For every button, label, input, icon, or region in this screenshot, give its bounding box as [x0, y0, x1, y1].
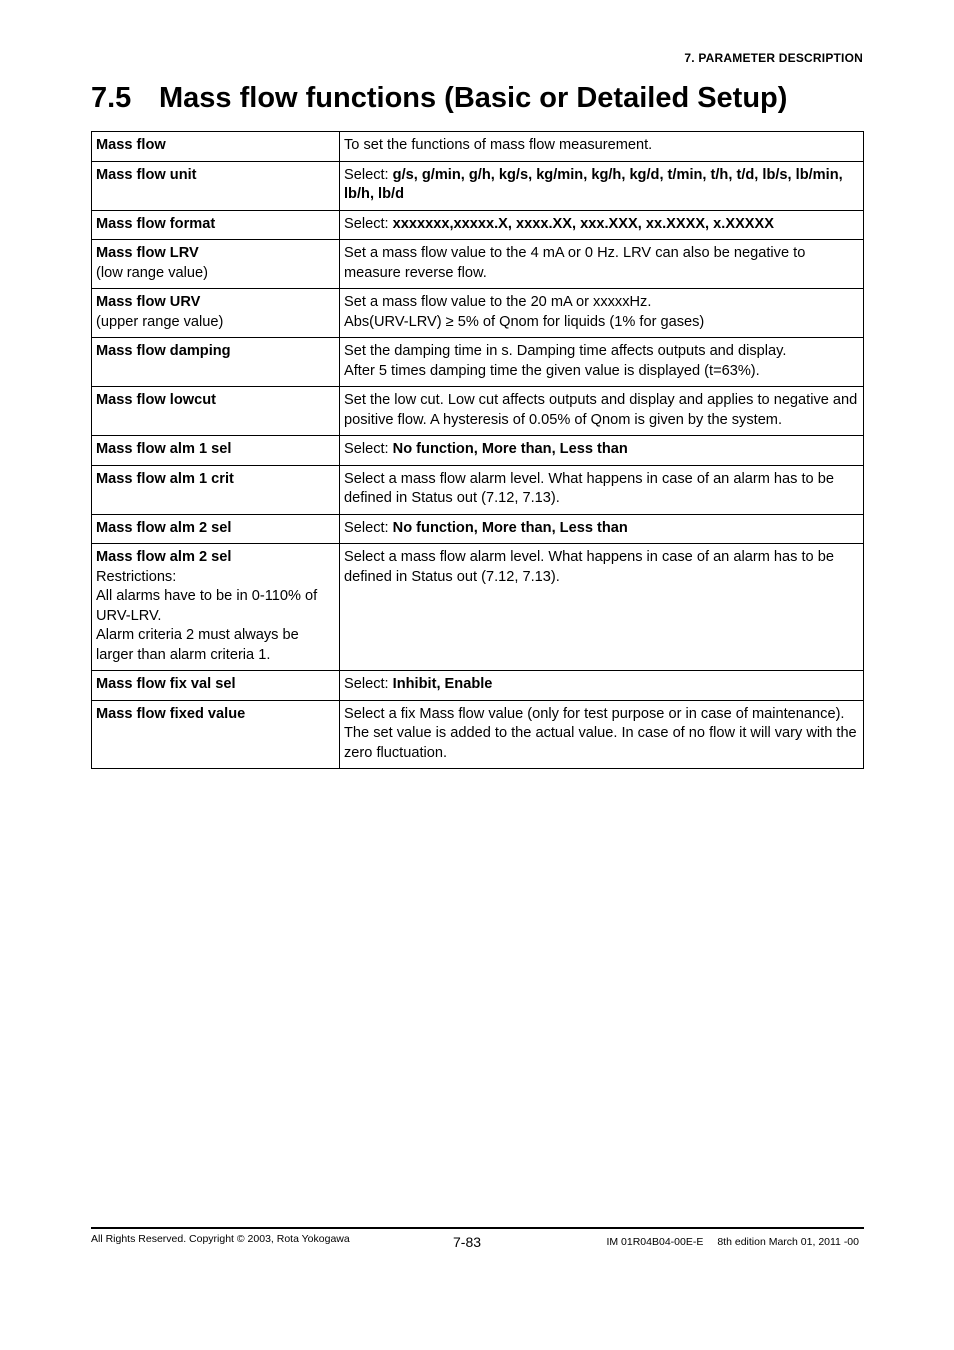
footer-edition: 8th edition March 01, 2011 -00 — [717, 1236, 859, 1248]
select-options: Inhibit, Enable — [392, 676, 493, 692]
parameter-description-cell — [340, 671, 864, 701]
parameter-description-cell — [340, 544, 864, 671]
parameter-description-cell — [340, 465, 864, 514]
page-title — [91, 82, 787, 115]
select-prefix: Select: — [344, 215, 393, 232]
parameter-description-cell — [340, 338, 864, 387]
footer-copyright: All Rights Reserved. Copyright © 2003, Rota Yokogawa — [91, 1233, 350, 1245]
table-row — [92, 700, 864, 769]
parameter-description-cell — [340, 210, 864, 240]
description-line: The set value is added to the actual value. In case of no flow it will vary with the zero fluctuation. — [344, 725, 857, 761]
parameter-name: Mass flow alm 2 sel — [96, 519, 232, 536]
parameter-description-cell — [340, 240, 864, 289]
description-line: Set a mass flow value to the 20 mA or xxxxxHz. — [344, 294, 652, 310]
description-line: Select a mass flow alarm level. What happens in case of an alarm has to be defined in Status out (7.12, 7.13). — [344, 549, 834, 585]
section-number: 7.5 — [91, 82, 132, 114]
parameter-name: Mass flow fix val sel — [96, 676, 236, 692]
parameter-name: Mass flow alm 1 sel — [96, 441, 232, 457]
select-options: No function, More than, Less than — [392, 519, 628, 536]
description-line — [344, 215, 859, 235]
parameter-description-cell — [340, 436, 864, 466]
parameter-name: Mass flow fixed value — [96, 705, 246, 722]
parameter-name-cell — [92, 436, 340, 466]
table-row — [92, 465, 864, 514]
description-line: Select a fix Mass flow value (only for test purpose or in case of maintenance). — [344, 705, 845, 722]
parameter-note: Alarm criteria 2 must always be larger than alarm criteria 1. — [96, 627, 299, 663]
select-prefix: Select: — [344, 676, 393, 692]
parameter-name-cell — [92, 465, 340, 514]
table-row — [92, 671, 864, 701]
parameter-description-cell — [340, 161, 864, 210]
parameter-description-cell — [340, 700, 864, 769]
select-options: No function, More than, Less than — [392, 441, 628, 457]
footer-rule — [91, 1227, 864, 1229]
select-options: g/s, g/min, g/h, kg/s, kg/min, kg/h, kg/d, t/min, t/h, t/d, lb/s, lb/min, lb/h, lb/d — [344, 166, 843, 202]
parameter-name-cell — [92, 700, 340, 769]
section-title: Mass flow functions (Basic or Detailed Setup) — [159, 82, 788, 114]
description-line: Set a mass flow value to the 4 mA or 0 Hz. LRV can also be negative to measure reverse flow. — [344, 245, 806, 281]
description-line: Set the damping time in s. Damping time affects outputs and display. — [344, 343, 787, 359]
select-prefix: Select: — [344, 441, 393, 457]
description-line: Abs(URV-LRV) ≥ 5% of Qnom for liquids (1% for gases) — [344, 313, 705, 330]
parameter-note: All alarms have to be in 0-110% of URV-LRV. — [96, 588, 318, 624]
parameter-name: Mass flow alm 1 crit — [96, 470, 234, 487]
table-row — [92, 436, 864, 466]
parameter-name-cell — [92, 514, 340, 544]
select-prefix: Select: — [344, 519, 393, 536]
parameter-name: Mass flow unit — [96, 166, 197, 183]
description-line: Select a mass flow alarm level. What happens in case of an alarm has to be defined in Status out (7.12, 7.13). — [344, 470, 834, 506]
parameter-name: Mass flow alm 2 sel — [96, 549, 232, 565]
parameter-name-cell — [92, 240, 340, 289]
parameter-name: Mass flow damping — [96, 343, 231, 359]
table-row — [92, 544, 864, 671]
parameter-description-cell — [340, 289, 864, 338]
parameter-note: (upper range value) — [96, 313, 224, 330]
footer-doc-id: IM 01R04B04-00E-E — [606, 1236, 704, 1248]
parameter-table-body — [92, 132, 864, 769]
parameter-name-cell — [92, 387, 340, 436]
table-row — [92, 387, 864, 436]
parameter-name: Mass flow lowcut — [96, 392, 217, 408]
parameter-table — [91, 131, 864, 769]
table-row — [92, 514, 864, 544]
table-row — [92, 240, 864, 289]
parameter-note: (low range value) — [96, 264, 208, 281]
parameter-name-cell — [92, 338, 340, 387]
parameter-name-cell — [92, 161, 340, 210]
table-row — [92, 338, 864, 387]
parameter-description-cell — [340, 132, 864, 162]
parameter-name: Mass flow URV — [96, 294, 201, 310]
parameter-description-cell — [340, 514, 864, 544]
footer-doc-info — [606, 1236, 859, 1248]
parameter-name: Mass flow format — [96, 215, 216, 232]
running-header: 7. PARAMETER DESCRIPTION — [684, 51, 863, 65]
parameter-name-cell — [92, 544, 340, 671]
description-line — [344, 519, 859, 539]
parameter-description-cell — [340, 387, 864, 436]
description-line — [344, 440, 859, 460]
table-row — [92, 289, 864, 338]
parameter-name: Mass flow — [96, 137, 166, 153]
parameter-name: Mass flow LRV — [96, 245, 199, 261]
table-row — [92, 210, 864, 240]
parameter-note: Restrictions: — [96, 568, 177, 585]
parameter-name-cell — [92, 210, 340, 240]
select-prefix: Select: — [344, 166, 393, 183]
select-options: xxxxxxx,xxxxx.X, xxxx.XX, xxx.XXX, xx.XXXX, x.XXXXX — [392, 215, 775, 232]
footer-page-number: 7-83 — [453, 1234, 482, 1250]
description-line: After 5 times damping time the given value is displayed (t=63%). — [344, 362, 760, 379]
description-line: To set the functions of mass flow measurement. — [344, 137, 653, 153]
table-row — [92, 132, 864, 162]
parameter-name-cell — [92, 132, 340, 162]
description-line — [344, 675, 859, 695]
table-row — [92, 161, 864, 210]
description-line — [344, 166, 859, 205]
parameter-name-cell — [92, 671, 340, 701]
parameter-name-cell — [92, 289, 340, 338]
description-line: Set the low cut. Low cut affects outputs and display and applies to negative and positive flow. A hysteresis of 0.05% of Qnom is given by the system. — [344, 392, 858, 428]
